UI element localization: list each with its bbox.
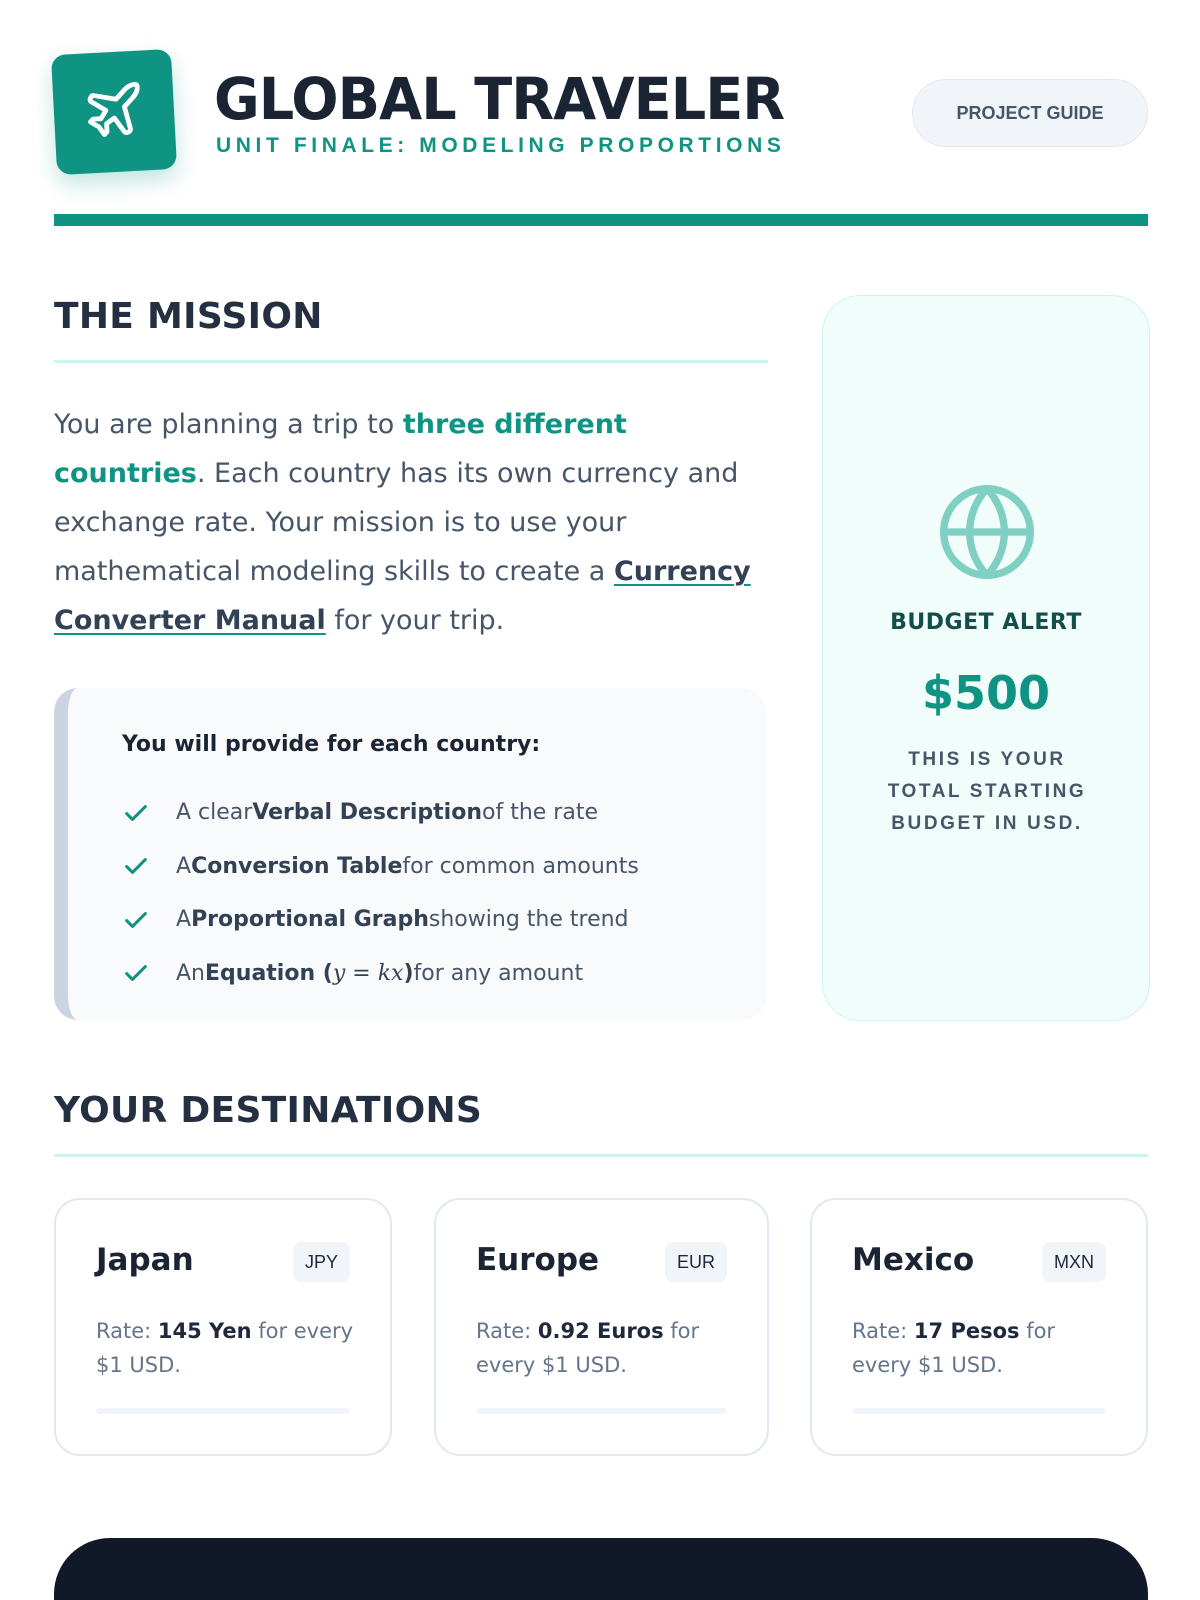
destinations-list xyxy=(54,1198,1148,1460)
item-bold: Proportional Graph xyxy=(191,907,429,933)
item-text xyxy=(176,800,598,825)
item-pre: An xyxy=(176,960,205,986)
card-bar xyxy=(96,1408,350,1414)
rate-value: 145 Yen xyxy=(157,1319,252,1343)
page-title: GLOBAL TRAVELER xyxy=(214,65,785,133)
list-item xyxy=(122,947,639,1001)
rate-suffix: for xyxy=(1019,1319,1056,1343)
destinations-heading: YOUR DESTINATIONS xyxy=(54,1090,483,1131)
airplane-icon xyxy=(80,76,147,147)
item-bold: Equation ( xyxy=(205,960,333,986)
deliverables-list xyxy=(122,786,639,1000)
item-bold: ) xyxy=(403,960,414,986)
item-pre: A xyxy=(176,853,192,879)
budget-label: BUDGET ALERT xyxy=(890,610,1082,635)
list-item xyxy=(122,786,639,840)
mission-highlight: three different countries xyxy=(54,409,627,489)
footer-panel xyxy=(54,1538,1148,1600)
list-item xyxy=(122,893,639,947)
rate-suffix: for every xyxy=(251,1319,354,1343)
budget-amount: $500 xyxy=(921,666,1051,720)
check-icon xyxy=(122,799,150,827)
card-bar xyxy=(476,1408,727,1414)
currency-code-badge: EUR xyxy=(665,1242,727,1282)
budget-alert-card xyxy=(822,295,1150,1021)
card-bar xyxy=(852,1408,1106,1414)
destination-card-mexico xyxy=(810,1198,1148,1456)
rate-suffix: every $1 USD. xyxy=(852,1353,1003,1377)
destination-name: Japan xyxy=(96,1242,194,1278)
rate-suffix: every $1 USD. xyxy=(476,1353,627,1377)
item-pre: A xyxy=(176,907,192,933)
item-text xyxy=(176,907,629,932)
rate-suffix: for xyxy=(663,1319,700,1343)
budget-note: THIS IS YOUR TOTAL STARTING BUDGET IN USD. xyxy=(887,749,1087,834)
destination-rate xyxy=(96,1314,353,1382)
header-divider xyxy=(54,214,1148,226)
mission-heading-rule xyxy=(54,360,768,363)
check-icon xyxy=(122,906,150,934)
item-post: for common amounts xyxy=(402,853,639,879)
item-bold: Verbal Description xyxy=(252,800,482,826)
rate-value: 17 Pesos xyxy=(913,1319,1020,1343)
mission-text-part: for your trip. xyxy=(325,605,505,636)
destination-rate xyxy=(852,1314,1055,1382)
mission-heading: THE MISSION xyxy=(54,296,323,337)
currency-code-badge: JPY xyxy=(293,1242,350,1282)
item-pre: A clear xyxy=(176,800,253,826)
deliverables-box xyxy=(54,688,766,1020)
destination-name: Europe xyxy=(476,1242,600,1278)
item-text xyxy=(176,961,583,986)
destination-card-japan xyxy=(54,1198,392,1456)
currency-code-badge: MXN xyxy=(1042,1242,1106,1282)
equation-math: y = kx xyxy=(332,960,404,986)
item-post: for any amount xyxy=(413,960,584,986)
check-icon xyxy=(122,852,150,880)
item-text xyxy=(176,854,639,879)
rate-value: 0.92 Euros xyxy=(537,1319,664,1343)
rate-suffix: $1 USD. xyxy=(96,1353,181,1377)
destination-rate xyxy=(476,1314,699,1382)
mission-description xyxy=(54,400,769,645)
project-guide-button[interactable]: PROJECT GUIDE xyxy=(912,79,1148,147)
destinations-heading-rule xyxy=(54,1154,1148,1157)
item-bold: Conversion Table xyxy=(191,853,403,879)
currency-converter-manual-link: Currency Converter Manual xyxy=(54,556,751,636)
rate-prefix: Rate: xyxy=(476,1319,538,1343)
globe-icon xyxy=(935,480,1039,588)
page-header xyxy=(54,52,1148,182)
deliverables-heading: You will provide for each country: xyxy=(122,732,541,757)
rate-prefix: Rate: xyxy=(96,1319,158,1343)
mission-text-part: . Each country has its own currency and exchange rate. Your mission is to use your mathematical modeling skills to create a xyxy=(54,458,739,587)
destination-card-europe xyxy=(434,1198,769,1456)
list-item xyxy=(122,840,639,894)
check-icon xyxy=(122,959,150,987)
item-post: showing the trend xyxy=(428,907,629,933)
logo xyxy=(51,49,177,175)
rate-prefix: Rate: xyxy=(852,1319,914,1343)
item-post: of the rate xyxy=(482,800,598,826)
destination-name: Mexico xyxy=(852,1242,975,1278)
mission-text-part: You are planning a trip to xyxy=(54,409,403,440)
page-subtitle: UNIT FINALE: MODELING PROPORTIONS xyxy=(216,134,786,157)
